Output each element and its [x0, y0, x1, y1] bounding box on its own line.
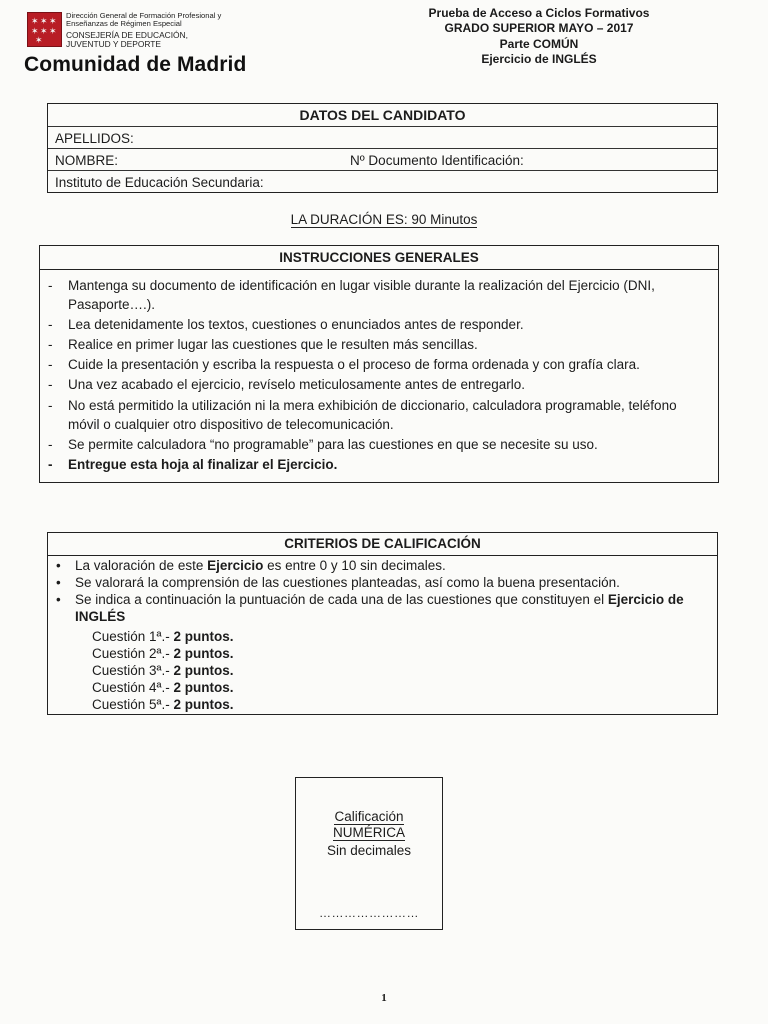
grade-no-decimals: Sin decimales — [326, 843, 412, 858]
star-icon: ✶ — [49, 16, 57, 26]
star-icon: ✶ — [40, 16, 48, 26]
exam-line-1: Prueba de Acceso a Ciclos Formativos — [428, 6, 650, 20]
instruction-text: No está permitido la utilización ni la mera exhibición de diccionario, calculadora programable, teléfono móvil o cualquier otro dispositivo de telecomunicación. — [68, 398, 677, 432]
dash-bullet: - — [48, 457, 53, 472]
instruction-item — [48, 276, 708, 314]
instruction-item — [48, 396, 708, 434]
duration-text — [0, 212, 768, 227]
instituto-row[interactable] — [48, 170, 717, 193]
star-icon: ✶ — [40, 26, 48, 36]
cuestion-score: Cuestión 2ª.- 2 puntos. — [92, 646, 234, 661]
criteria-title: CRITERIOS DE CALIFICACIÓN — [48, 533, 717, 556]
dash-bullet: - — [48, 337, 53, 352]
institution-line-4: JUVENTUD Y DEPORTE — [66, 39, 161, 49]
instruction-item — [48, 355, 708, 374]
instruction-item — [48, 455, 708, 474]
institution-line-3: CONSEJERÍA DE EDUCACIÓN, — [66, 30, 188, 40]
dash-bullet: - — [48, 398, 53, 413]
candidate-data-box — [47, 103, 718, 193]
dash-bullet: - — [48, 377, 53, 392]
page-number: 1 — [381, 992, 387, 1004]
institution-line-2: Enseñanzas de Régimen Especial — [66, 19, 182, 28]
grade-numeric-label: NUMÉRICA — [332, 825, 405, 840]
exam-line-4: Ejercicio de INGLÉS — [481, 52, 597, 67]
dash-bullet: - — [48, 437, 53, 452]
star-icon: ✶ — [31, 16, 39, 26]
criteria-box — [47, 532, 718, 715]
bullet: • — [56, 575, 61, 590]
nombre-row[interactable] — [48, 148, 717, 171]
documento-label: Nº Documento Identificación: — [350, 153, 524, 168]
candidate-title: DATOS DEL CANDIDATO — [299, 107, 466, 123]
grade-label: Calificación — [334, 809, 404, 824]
grade-dotted-line[interactable]: …………………… — [319, 906, 419, 920]
instruction-text: Se permite calculadora “no programable” para las cuestiones en que se necesite su uso. — [68, 437, 598, 452]
instruction-item — [48, 335, 708, 354]
institution-line-1: Dirección General de Formación Profesional y — [66, 11, 222, 20]
exam-line-3: Parte COMÚN — [499, 36, 579, 51]
instructions-box — [39, 245, 719, 483]
criteria-item — [56, 558, 712, 575]
grade-box[interactable] — [295, 777, 443, 930]
apellidos-label: APELLIDOS: — [55, 131, 134, 146]
bullet: • — [56, 592, 61, 607]
cuestion-score: Cuestión 5ª.- 2 puntos. — [92, 697, 234, 712]
instruction-text: Entregue esta hoja al finalizar el Ejercicio. — [68, 457, 338, 472]
star-icon: ✶ — [35, 35, 43, 45]
instruction-item — [48, 435, 708, 454]
cuestion-score: Cuestión 3ª.- 2 puntos. — [92, 663, 234, 678]
criteria-text: Se valorará la comprensión de las cuestiones planteadas, así como la buena presentación. — [75, 575, 620, 590]
brand-title: Comunidad de Madrid — [24, 53, 247, 76]
dash-bullet: - — [48, 317, 53, 332]
nombre-label: NOMBRE: — [55, 153, 119, 168]
duration-value: LA DURACIÓN ES: 90 Minutos — [290, 212, 478, 227]
criteria-item — [56, 575, 712, 592]
exam-header — [398, 6, 680, 68]
apellidos-row[interactable] — [48, 126, 717, 149]
instruction-text: Mantenga su documento de identificación en lugar visible durante la realización del Ejercicio (DNI, Pasaporte….). — [68, 278, 655, 312]
instruction-item — [48, 375, 708, 394]
dash-bullet: - — [48, 357, 53, 372]
cuestion-score: Cuestión 1ª.- 2 puntos. — [92, 629, 234, 644]
dash-bullet: - — [48, 278, 53, 293]
instruction-text: Una vez acabado el ejercicio, revíselo meticulosamente antes de entregarlo. — [68, 377, 526, 392]
criteria-text: La valoración de este Ejercicio es entre 0 y 10 sin decimales. — [75, 558, 446, 573]
criteria-item — [56, 592, 712, 625]
bullet: • — [56, 558, 61, 573]
instructions-title: INSTRUCCIONES GENERALES — [40, 246, 718, 270]
instituto-label: Instituto de Educación Secundaria: — [55, 175, 264, 190]
star-icon: ✶ — [31, 26, 39, 36]
criteria-text: Se indica a continuación la puntuación de cada una de las cuestiones que constituyen el Ejercicio de INGLÉS — [75, 592, 684, 624]
instruction-text: Lea detenidamente los textos, cuestiones o enunciados antes de responder. — [68, 317, 524, 332]
exam-line-2: GRADO SUPERIOR MAYO – 2017 — [444, 21, 634, 36]
star-icon: ✶ — [49, 26, 57, 36]
instruction-text: Realice en primer lugar las cuestiones que le resulten más sencillas. — [68, 337, 478, 352]
madrid-flag-logo — [27, 12, 62, 47]
instruction-text: Cuide la presentación y escriba la respuesta o el proceso de forma ordenada y con grafía clara. — [68, 357, 640, 372]
cuestion-score: Cuestión 4ª.- 2 puntos. — [92, 680, 234, 695]
instruction-item — [48, 315, 708, 334]
